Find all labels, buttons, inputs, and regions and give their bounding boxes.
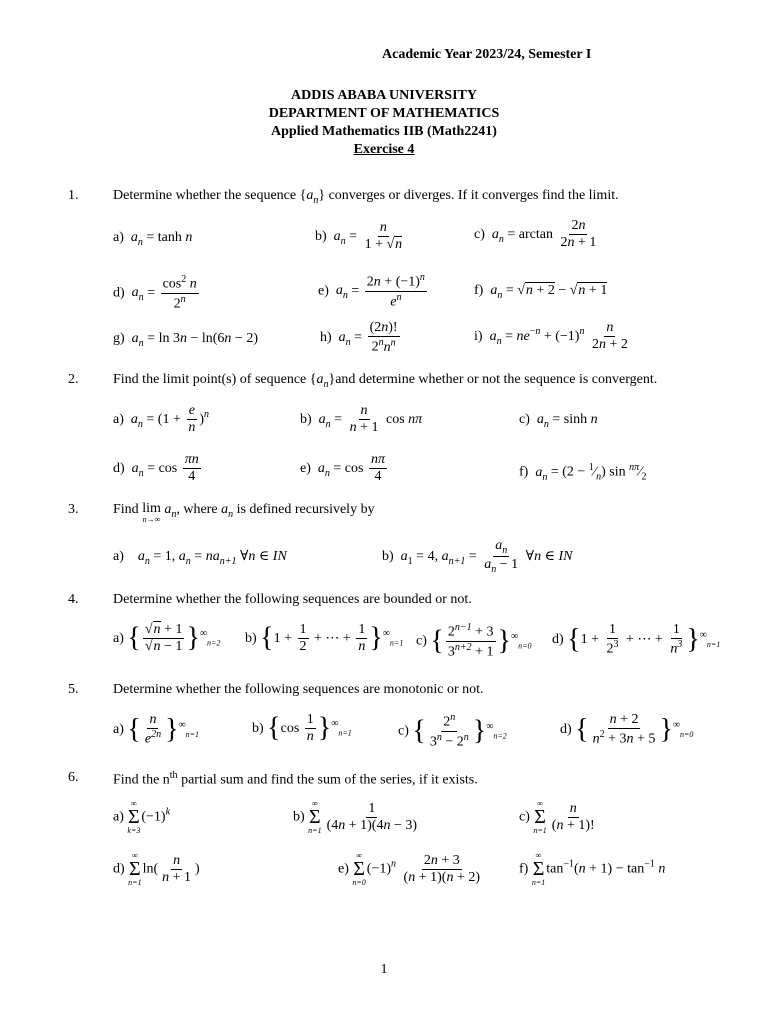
question-number: 2. (68, 372, 79, 387)
problem-6a: a) ∞ Σ k=3 $(-1)^k$ (113, 799, 171, 835)
problem-1g: g) $a_n = \ln 3n - \ln(6n - 2)$ (113, 331, 258, 349)
problem-2a: a) $a_n = (1$ + $\frac{e}{n}$ )$^n$ (113, 403, 210, 436)
question-text: Find the $n^{th}$ partial sum and find the sum of the series, if it exists. (113, 770, 478, 788)
problem-5b: b) {cos $\frac{1}{n}$ }$^\infty_{n=1}$ (252, 712, 352, 745)
question-text: Find lim n→∞ $a_n$, where $a_n$ is defined recursively by (113, 501, 375, 524)
problem-1f: f) $a_n = √n + 2 - √n + 1$ (474, 283, 608, 301)
problem-4d: d) {1 + $\frac{1}{2^3}$ + ⋯ + $\frac{1}{n^3}$ }$^\infty_{n=1}$ (552, 622, 721, 657)
department-name: DEPARTMENT OF MATHEMATICS (268, 106, 500, 121)
problem-4a: a) { $\frac{√n + 1}{√n - 1}$ }$^\infty_{n=2}$ (113, 622, 221, 655)
problem-1a: a) $a_n = \tanh n$ (113, 230, 193, 248)
problem-2b: b) $a_n$ = $\frac{n}{n + 1}$ cos nπ (300, 403, 423, 436)
problem-6e: e) ∞ Σ n=0 $(-1)^n$ $\frac{2n + 3}{(n + 1)(n + 2)}$ (338, 851, 480, 887)
question-text: Determine whether the following sequences are monotonic or not. (113, 682, 484, 697)
page-number: 1 (380, 962, 388, 977)
problem-5d: d) { $\frac{n + 2}{n^2 + 3n + 5}$ }$^\infty_{n=0}$ (560, 712, 694, 747)
problem-3b: b) $a_1 = 4$, $a_{n+1}$ = $\frac{a_n}{a_n - 1}$ ∀n ∈ IN (382, 538, 573, 576)
question-text: Determine whether the sequence $\{a_n\}$ converges or diverges. If it converges find the limit. (113, 188, 619, 206)
course-title: Applied Mathematics IIB (Math2241) (271, 124, 497, 139)
question-number: 6. (68, 770, 79, 785)
problem-1b: b) $a_n$ = $\frac{n}{1 + √n}$ (315, 220, 403, 253)
problem-1e: e) $a_n$ = $\frac{2n + (-1)^n}{e^n}$ (318, 272, 425, 310)
question-number: 4. (68, 592, 79, 607)
problem-3a: a) $a_n = 1$, $a_n = na_{n+1}$ ∀n ∈ IN (113, 549, 287, 567)
problem-6f: f) ∞ Σ n=1 $\tan^{-1}(n + 1) - \tan^{-1} n$ (519, 851, 666, 887)
university-name: ADDIS ABABA UNIVERSITY (291, 88, 477, 103)
question-number: 1. (68, 188, 79, 203)
problem-5a: a) { $\frac{n}{e^{2n}}$ }$^\infty_{n=1}$ (113, 712, 200, 747)
question-text: Find the limit point(s) of sequence $\{a_n\}and$ determine whether or not the sequence is convergent. (113, 372, 658, 390)
question-number: 5. (68, 682, 79, 697)
problem-6b: b) ∞ Σ n=1 $\frac{1}{(4n + 1)(4n - 3)}$ (293, 799, 418, 835)
problem-5c: c) { $\frac{2^n}{3^n - 2^n}$ }$^\infty_{n=2}$ (398, 712, 507, 750)
problem-4b: b) {1 + $\frac{1}{2}$ + ⋯ + $\frac{1}{n}$ }$^\infty_{n=1}$ (245, 622, 404, 655)
academic-year: Academic Year 2023/24, Semester I (382, 47, 592, 62)
question-number: 3. (68, 502, 79, 517)
exercise-title: Exercise 4 (353, 142, 415, 157)
problem-2e: e) $a_n = \cos$ $\frac{n\pi}{4}$ (300, 452, 385, 485)
problem-4c: c) { $\frac{2^{n-1} + 3}{3^{n+2} + 1}$ }$^\infty_{n=0}$ (416, 622, 532, 660)
problem-6d: d) ∞ Σ n=1 ln( $\frac{n}{n + 1}$ ) (113, 851, 200, 887)
problem-2f: f) $a_n = (2$ − $^1⁄_n$) $\sin ^{n\pi}⁄_2$ (519, 462, 647, 483)
question-text: Determine whether the following sequences are bounded or not. (113, 592, 472, 607)
problem-2d: d) $a_n = \cos$ $\frac{\pi n}{4}$ (113, 452, 199, 485)
problem-1d: d) $a_n$ = $\frac{\cos^2 n}{2^n}$ (113, 274, 197, 312)
problem-1i: i) $a_n = ne^{-n} + (-1)^n$ $\frac{n}{2n + 2}$ (474, 320, 628, 353)
problem-2c: c) $a_n = \sinh n$ (519, 412, 598, 430)
problem-6c: c) ∞ Σ n=1 $\frac{n}{(n + 1)!}$ (519, 799, 595, 835)
problem-1h: h) $a_n$ = $\frac{(2n)!}{2^nn^n}$ (320, 320, 398, 355)
problem-1c: c) $a_n = \arctan$ $\frac{2n}{2n + 1}$ (474, 218, 597, 251)
